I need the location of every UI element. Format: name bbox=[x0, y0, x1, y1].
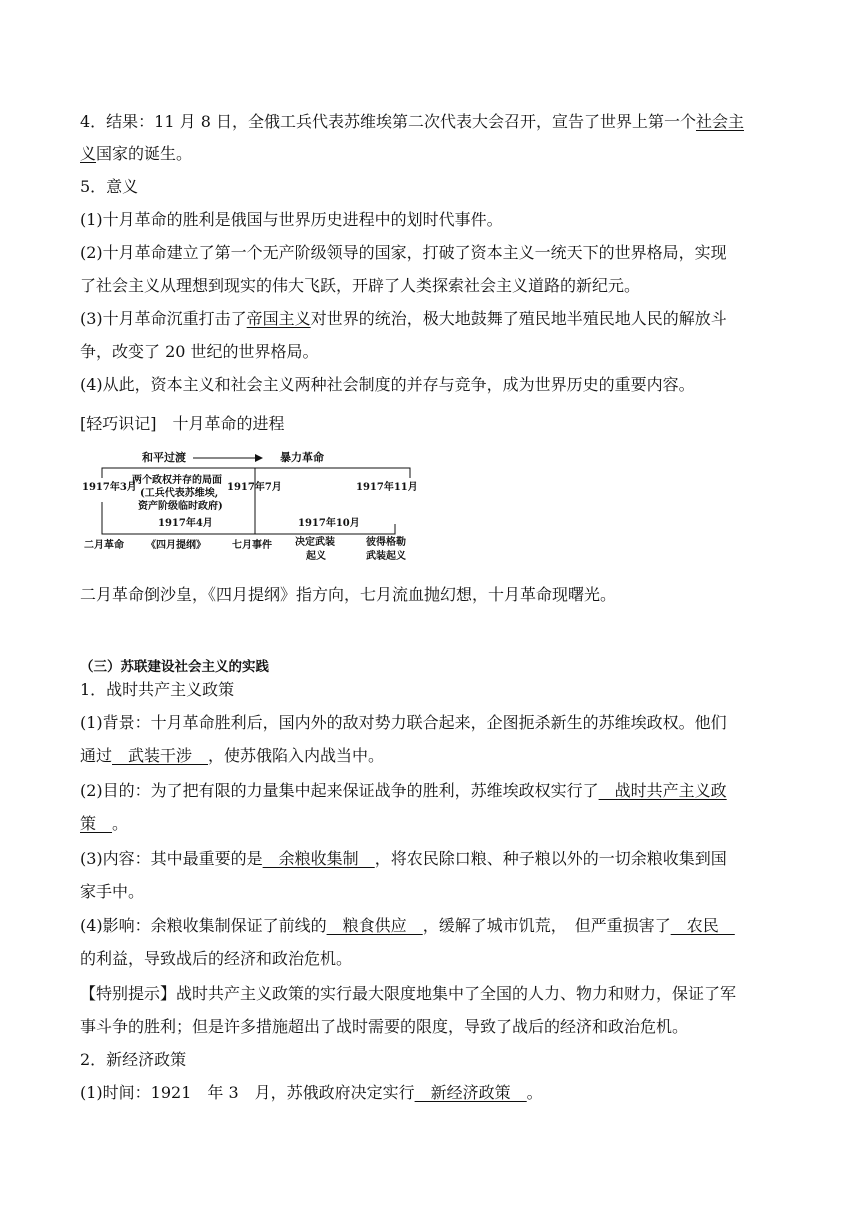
date-1917-march: 1917年3月 bbox=[82, 482, 137, 493]
special-tip-line1: 【特别提示】战时共产主义政策的实行最大限度地集中了全国的人力、物力和财力，保证了军 bbox=[80, 984, 737, 1003]
content-line1 bbox=[80, 847, 727, 871]
answer-blank: __农民__ bbox=[670, 916, 735, 935]
event-july-days: 七月事件 bbox=[232, 540, 272, 551]
memory-rhyme: 二月革命倒沙皇，《四月提纲》指方向，七月流血抛幻想，十月革命现曙光。 bbox=[80, 585, 617, 604]
impact-line2: 的利益，导致战后的经济和政治危机。 bbox=[80, 949, 353, 968]
text: (1)时间：1921 年 3 月，苏俄政府决定实行 bbox=[80, 1083, 415, 1102]
background-line1: (1)背景：十月革命胜利后，国内外的敌对势力联合起来，企图扼杀新生的苏维埃政权。他们 bbox=[80, 713, 727, 732]
underlined-term: 社会主 bbox=[695, 112, 744, 131]
aim-line1 bbox=[80, 779, 727, 803]
event-decide-uprising-line2: 起义 bbox=[306, 551, 326, 562]
october-revolution-timeline-diagram bbox=[80, 444, 430, 569]
text: (3)内容：其中最重要的是 bbox=[80, 849, 263, 868]
significance-point-1: (1)十月革命的胜利是俄国与世界历史进程中的划时代事件。 bbox=[80, 210, 503, 229]
memory-tip-title: [轻巧识记] 十月革命的进程 bbox=[80, 414, 285, 433]
answer-blank: __战时共产主义政 bbox=[598, 781, 727, 800]
event-decide-uprising-line1: 决定武装 bbox=[295, 537, 335, 548]
date-1917-november: 1917年11月 bbox=[356, 482, 418, 493]
underlined-term: 义 bbox=[80, 144, 97, 163]
significance-point-3a bbox=[80, 307, 727, 331]
nep-time-line bbox=[80, 1081, 543, 1105]
result-text: 4．结果：11 月 8 日，全俄工兵代表苏维埃第二次代表大会召开，宣告了世界上第一个 bbox=[80, 112, 696, 131]
nep-title: 2．新经济政策 bbox=[80, 1050, 187, 1069]
text: ，将农民除口粮、种子粮以外的一切余粮收集到国 bbox=[374, 849, 727, 868]
significance-point-2b: 了社会主义从理想到现实的伟大飞跃，开辟了人类探索社会主义道路的新纪元。 bbox=[80, 276, 641, 295]
event-petrograd-uprising-line1: 彼得格勒 bbox=[366, 537, 406, 548]
dual-power-line1: 两个政权并存的局面 bbox=[132, 475, 222, 486]
peaceful-transition-label: 和平过渡 bbox=[142, 451, 186, 464]
section-heading: （三）苏联建设社会主义的实践 bbox=[80, 659, 269, 675]
significance-point-2a: (2)十月革命建立了第一个无产阶级领导的国家，打破了资本主义一统天下的世界格局，实现 bbox=[80, 243, 727, 262]
transition-arrow-head bbox=[255, 454, 263, 462]
text: (3)十月革命沉重打击了 bbox=[80, 309, 247, 328]
text: ，使苏俄陷入内战当中。 bbox=[208, 746, 385, 765]
event-petrograd-uprising-line2: 武装起义 bbox=[366, 551, 406, 562]
answer-blank: __新经济政策__ bbox=[414, 1083, 527, 1102]
violent-revolution-label: 暴力革命 bbox=[280, 451, 324, 464]
content-line2: 家手中。 bbox=[80, 882, 145, 901]
significance-title: 5．意义 bbox=[80, 177, 139, 196]
text: (4)影响：余粮收集制保证了前线的 bbox=[80, 916, 327, 935]
answer-blank: __武装干涉__ bbox=[112, 746, 209, 765]
date-1917-october: 1917年10月 bbox=[298, 518, 360, 529]
text: 。 bbox=[112, 814, 129, 833]
significance-point-4: (4)从此，资本主义和社会主义两种社会制度的并存与竞争，成为世界历史的重要内容。 bbox=[80, 375, 695, 394]
result-text: 国家的诞生。 bbox=[96, 144, 193, 163]
war-communism-title: 1．战时共产主义政策 bbox=[80, 680, 235, 699]
impact-line1 bbox=[80, 914, 735, 938]
answer-blank: __粮食供应__ bbox=[326, 916, 423, 935]
date-1917-april: 1917年4月 bbox=[158, 518, 213, 529]
event-april-theses: 《四月提纲》 bbox=[146, 540, 206, 551]
text: (2)目的：为了把有限的力量集中起来保证战争的胜利，苏维埃政权实行了 bbox=[80, 781, 599, 800]
text: 对世界的统治，极大地鼓舞了殖民地半殖民地人民的解放斗 bbox=[310, 309, 727, 328]
text: ，缓解了城市饥荒， 但严重损害了 bbox=[422, 916, 671, 935]
answer-blank: 策__ bbox=[80, 814, 113, 833]
underlined-term: 帝国主义 bbox=[246, 309, 311, 328]
dual-power-line3: 资产阶级临时政府) bbox=[138, 501, 223, 512]
background-line2 bbox=[80, 744, 384, 768]
result-paragraph-line2 bbox=[80, 142, 192, 166]
text: 通过 bbox=[80, 746, 113, 765]
date-1917-july: 1917年7月 bbox=[227, 482, 282, 493]
dual-power-line2: (工兵代表苏维埃, bbox=[140, 488, 219, 499]
event-february-revolution: 二月革命 bbox=[84, 540, 124, 551]
significance-point-3b: 争，改变了 20 世纪的世界格局。 bbox=[80, 342, 319, 361]
text: 。 bbox=[526, 1083, 543, 1102]
special-tip-line2: 事斗争的胜利；但是许多措施超出了战时需要的限度，导致了战后的经济和政治危机。 bbox=[80, 1017, 689, 1036]
result-paragraph-line1 bbox=[80, 110, 744, 134]
aim-line2 bbox=[80, 812, 128, 836]
answer-blank: __余粮收集制__ bbox=[262, 849, 375, 868]
